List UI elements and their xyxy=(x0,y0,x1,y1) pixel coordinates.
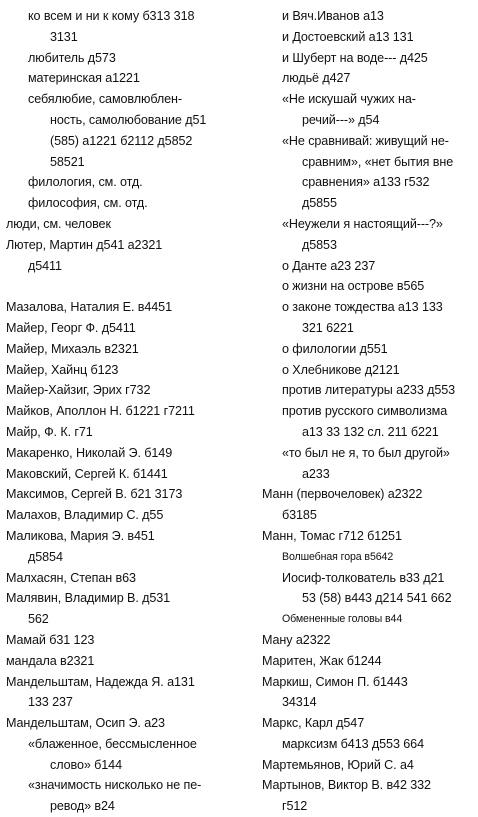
index-entry-line: (585) а1221 б2112 д5852 xyxy=(50,133,193,148)
index-entry-line: и Достоевский а13 131 xyxy=(282,29,414,44)
index-entry-line: «Не искушай чужих на- xyxy=(282,92,416,107)
index-entry-line: Малахов, Владимир С. д55 xyxy=(6,508,164,523)
index-entry-line: философия, см. отд. xyxy=(28,196,148,211)
index-entry-line: люди, см. человек xyxy=(6,216,111,231)
index-entry-line: Майер, Михаэль в2321 xyxy=(6,341,139,356)
index-entry-line: Лютер, Мартин д541 а2321 xyxy=(6,237,163,252)
index-entry-line: 58521 xyxy=(50,154,85,169)
index-entry-line: Майер, Георг Ф. д5411 xyxy=(6,320,136,335)
index-column-right xyxy=(262,6,474,817)
index-entry-line: Мартемьянов, Юрий С. а4 xyxy=(262,757,414,772)
index-entry-line: г512 xyxy=(282,799,308,814)
index-entry-line: о Данте а23 237 xyxy=(282,258,376,273)
index-entry-line: о Хлебникове д2121 xyxy=(282,362,400,377)
index-entry-line: себялюбие, самовлюблен- xyxy=(28,92,182,107)
index-entry-line: «значимость нисколько не пе- xyxy=(28,778,202,793)
index-entry-line: Маркиш, Симон П. б1443 xyxy=(262,674,408,689)
index-entry-line: д5855 xyxy=(302,196,337,211)
index-entry-line: о законе тождества а13 133 xyxy=(282,300,443,315)
index-entry-line: мандала в2321 xyxy=(6,653,95,668)
index-entry-line: Маликова, Мария Э. в451 xyxy=(6,528,155,543)
index-entry-line: и Шуберт на воде--- д425 xyxy=(282,50,428,65)
index-entry-line: ность, самолюбование д51 xyxy=(50,112,207,127)
index-entry-line: Майр, Ф. К. г71 xyxy=(6,424,93,439)
index-entry-line: д5853 xyxy=(302,237,337,252)
index-entry-line: Максимов, Сергей В. б21 3173 xyxy=(6,487,183,502)
index-entry-line: 34314 xyxy=(282,695,317,710)
index-entry-line: б3185 xyxy=(282,508,317,523)
index-entry-line: материнская а1221 xyxy=(28,71,140,86)
index-entry-line: ко всем и ни к кому б313 318 xyxy=(28,9,195,23)
index-entry-line: Малявин, Владимир В. д531 xyxy=(6,591,171,606)
index-entry-line: ревод» в24 xyxy=(50,799,115,814)
index-entry-line: сравним», «нет бытия вне xyxy=(302,154,454,169)
index-entry-line: 133 237 xyxy=(28,695,73,710)
index-entry-line: Манн, Томас г712 б1251 xyxy=(262,528,402,543)
index-entry-line xyxy=(6,276,242,297)
index-entry-line: Ману а2322 xyxy=(262,632,331,647)
index-entry-line: любитель д573 xyxy=(28,50,116,65)
index-entry-line: речий---» д54 xyxy=(302,112,380,127)
index-entry-line: Мамай б31 123 xyxy=(6,632,95,647)
index-entry-line: 3131 xyxy=(50,29,78,44)
index-entry-line: 53 (58) в443 д214 541 662 xyxy=(302,591,452,606)
index-entry-line: людьё д427 xyxy=(282,71,351,86)
index-entry-line: о жизни на острове в565 xyxy=(282,279,425,294)
index-entry-line: «блаженное, бессмысленное xyxy=(28,736,197,751)
index-entry-line: Манн (первочеловек) а2322 xyxy=(262,487,423,502)
index-entry-line: слово» б144 xyxy=(50,757,122,772)
index-entry-line: д5854 xyxy=(28,549,63,564)
index-entry-line: Мандельштам, Надежда Я. а131 xyxy=(6,674,195,689)
index-entry-line: Маковский, Сергей К. б1441 xyxy=(6,466,168,481)
index-entry-line: Иосиф-толкователь в33 д21 xyxy=(282,570,445,585)
index-entry-line: Волшебная гора в5642 xyxy=(282,550,394,563)
index-entry-line: 562 xyxy=(28,612,49,627)
index-entry-line: Маркс, Карл д547 xyxy=(262,716,365,731)
index-entry-line: Майер, Хайнц б123 xyxy=(6,362,119,377)
index-column-left xyxy=(6,6,242,817)
index-entry-line: 321 6221 xyxy=(302,320,354,335)
index-entry-line: д5411 xyxy=(28,258,62,273)
index-entry-line: Макаренко, Николай Э. б149 xyxy=(6,445,173,460)
index-entry-line: против литературы а233 д553 xyxy=(282,383,456,398)
index-entry-line: Майков, Аполлон Н. б1221 г7211 xyxy=(6,404,195,419)
index-entry-line: Мазалова, Наталия Е. в4451 xyxy=(6,300,172,315)
index-entry-line: «то был не я, то был другой» xyxy=(282,445,450,460)
index-entry-line: о филологии д551 xyxy=(282,341,388,356)
index-entry-line: Мартынов, Виктор В. в42 332 xyxy=(262,778,431,793)
index-entry-line: а233 xyxy=(302,466,330,481)
index-entry-line: «Не сравнивай: живущий не- xyxy=(282,133,449,148)
index-entry-line: и Вяч.Иванов а13 xyxy=(282,9,384,23)
index-entry-line: против русского символизма xyxy=(282,404,448,419)
index-entry-line: филология, см. отд. xyxy=(28,175,143,190)
index-entry-line: Обмененные головы в44 xyxy=(282,613,403,626)
index-entry-line: Малхасян, Степан в63 xyxy=(6,570,136,585)
index-entry-line: Мандельштам, Осип Э. а23 xyxy=(6,716,165,731)
index-entry-line: сравнения» а133 г532 xyxy=(302,175,430,190)
index-entry-line: марксизм б413 д553 664 xyxy=(282,736,424,751)
index-entry-line: «Неужели я настоящий---?» xyxy=(282,216,443,231)
index-entry-line: Маритен, Жак б1244 xyxy=(262,653,382,668)
index-entry-line: Майер-Хайзиг, Эрих г732 xyxy=(6,383,151,398)
index-entry-line: а13 33 132 сл. 211 б221 xyxy=(302,424,439,439)
